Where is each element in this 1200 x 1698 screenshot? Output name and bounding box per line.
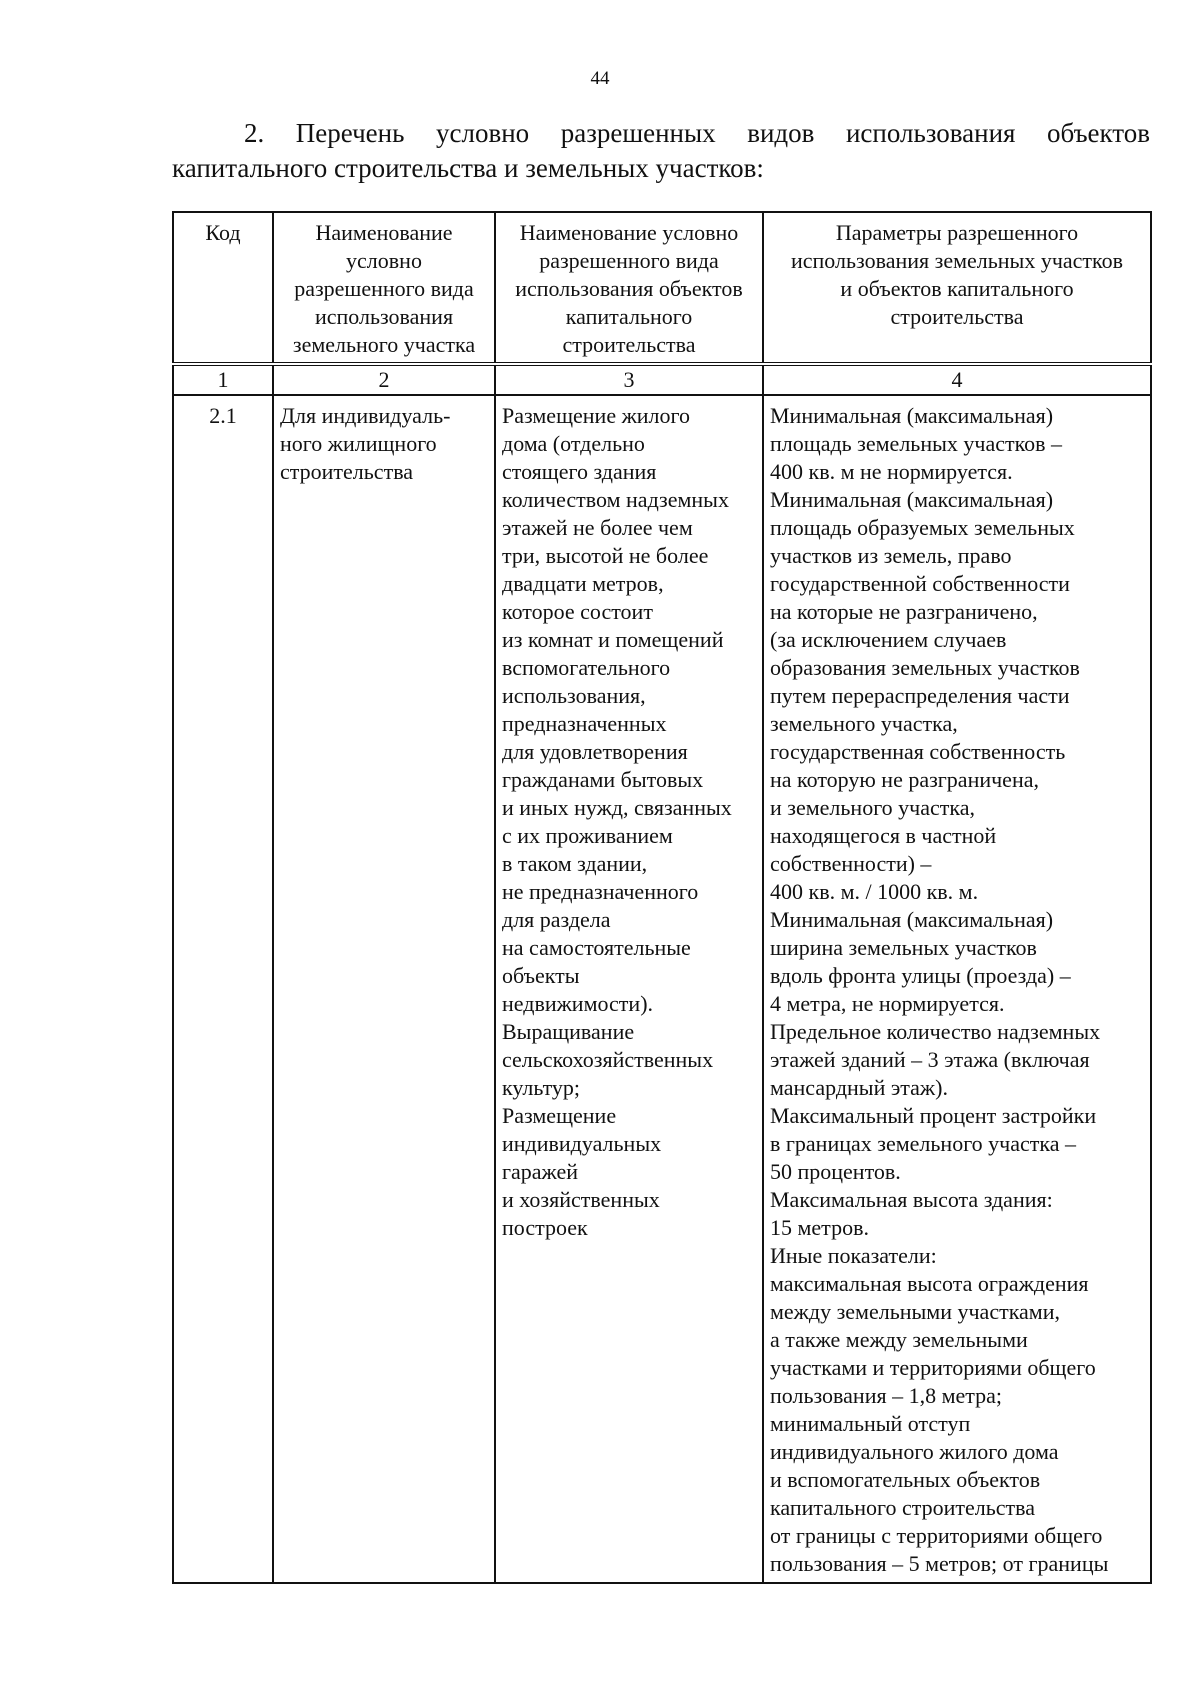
cell-text-line: площадь земельных участков –: [770, 431, 1063, 456]
cell-text-line: Параметры разрешенного: [835, 220, 1079, 245]
cell-text-line: Минимальная (максимальная): [770, 403, 1054, 428]
cell-text-line: государственной собственности: [770, 571, 1070, 596]
cell-text-line: 400 кв. м. / 1000 кв. м.: [770, 879, 979, 904]
cell-text-line: в границах земельного участка –: [770, 1131, 1076, 1156]
cell-text-line: минимальный отступ: [770, 1411, 971, 1436]
cell-text-line: участками и территориями общего: [770, 1355, 1096, 1380]
cell-construction-use: [495, 395, 763, 1583]
cell-text-line: между земельными участками,: [770, 1299, 1061, 1324]
cell-text-line: а также между земельными: [770, 1327, 1028, 1352]
cell-text-line: объекты: [502, 963, 580, 988]
cell-text-line: Наименование условно: [519, 220, 739, 245]
table-row: [173, 395, 1151, 1583]
cell-text-line: Выращивание: [502, 1019, 635, 1044]
cell-text-line: Наименование: [315, 220, 453, 245]
cell-text-line: капитального строительства: [770, 1495, 1036, 1520]
cell-text-line: Размещение: [502, 1103, 617, 1128]
cell-text-line: для раздела: [502, 907, 611, 932]
cell-text-line: ного жилищного: [280, 431, 437, 456]
cell-text-line: на которую не разграничена,: [770, 767, 1039, 792]
cell-text-line: 15 метров.: [770, 1215, 869, 1240]
cell-text-line: использования земельных участков: [791, 248, 1123, 273]
cell-text-line: использования объектов: [515, 276, 743, 301]
cell-text-line: недвижимости).: [502, 991, 654, 1016]
header-land-use: [273, 212, 495, 364]
cell-text-line: капитального: [565, 304, 693, 329]
header-parameters: [763, 212, 1151, 364]
cell-text-line: дома (отдельно: [502, 431, 645, 456]
heading-line-1: 2. Перечень условно разрешенных видов использования объектов: [244, 118, 1150, 148]
cell-text-line: и объектов капитального: [840, 276, 1074, 301]
cell-text-line: Максимальная высота здания:: [770, 1187, 1053, 1212]
cell-text-line: ширина земельных участков: [770, 935, 1037, 960]
cell-text-line: 400 кв. м не нормируется.: [770, 459, 1013, 484]
cell-text-line: в таком здании,: [502, 851, 648, 876]
cell-text-line: и хозяйственных: [502, 1187, 660, 1212]
cell-text-line: Минимальная (максимальная): [770, 487, 1054, 512]
cell-text-line: разрешенного вида: [294, 276, 474, 301]
cell-text-line: Код: [205, 220, 241, 245]
cell-text-line: от границы с территориями общего: [770, 1523, 1103, 1548]
section-heading: [172, 116, 1150, 186]
table-header-row: [173, 212, 1151, 364]
cell-text-line: на самостоятельные: [502, 935, 691, 960]
cell-text-line: гражданами бытовых: [502, 767, 704, 792]
cell-text-line: с их проживанием: [502, 823, 673, 848]
cell-text-line: этажей зданий – 3 этажа (включая: [770, 1047, 1090, 1072]
cell-text-line: построек: [502, 1215, 588, 1240]
cell-text-line: пользования – 5 метров; от границы: [770, 1551, 1109, 1576]
cell-text-line: которое состоит: [502, 599, 653, 624]
cell-text-line: количеством надземных: [502, 487, 729, 512]
cell-text-line: вдоль фронта улицы (проезда) –: [770, 963, 1071, 988]
cell-text-line: вспомогательного: [502, 655, 671, 680]
cell-text-line: государственная собственность: [770, 739, 1066, 764]
cell-text-line: земельного участка,: [770, 711, 958, 736]
cell-text-line: 50 процентов.: [770, 1159, 901, 1184]
cell-text-line: этажей не более чем: [502, 515, 693, 540]
cell-text-line: не предназначенного: [502, 879, 699, 904]
cell-text-line: условно: [346, 248, 422, 273]
column-number: 1: [173, 364, 273, 395]
cell-text-line: площадь образуемых земельных: [770, 515, 1075, 540]
cell-text-line: и иных нужд, связанных: [502, 795, 732, 820]
cell-text-line: и земельного участка,: [770, 795, 976, 820]
cell-text-line: разрешенного вида: [539, 248, 719, 273]
cell-text-line: для удовлетворения: [502, 739, 688, 764]
cell-text-line: предназначенных: [502, 711, 667, 736]
column-number: 3: [495, 364, 763, 395]
cell-land-use: [273, 395, 495, 1583]
cell-text-line: мансардный этаж).: [770, 1075, 948, 1100]
cell-text-line: собственности) –: [770, 851, 932, 876]
cell-text-line: Иные показатели:: [770, 1243, 937, 1268]
cell-text-line: гаражей: [502, 1159, 579, 1184]
cell-text-line: Минимальная (максимальная): [770, 907, 1054, 932]
cell-text-line: Размещение жилого: [502, 403, 691, 428]
cell-text-line: на которые не разграничено,: [770, 599, 1038, 624]
cell-text-line: и вспомогательных объектов: [770, 1467, 1041, 1492]
cell-text-line: три, высотой не более: [502, 543, 709, 568]
cell-code: 2.1: [173, 395, 273, 1583]
cell-text-line: строительства: [280, 459, 414, 484]
cell-text-line: строительства: [562, 332, 696, 357]
cell-text-line: земельного участка: [292, 332, 476, 357]
permitted-uses-table: [172, 211, 1152, 1584]
cell-text-line: максимальная высота ограждения: [770, 1271, 1089, 1296]
cell-text-line: индивидуального жилого дома: [770, 1439, 1059, 1464]
cell-text-line: образования земельных участков: [770, 655, 1080, 680]
cell-text-line: индивидуальных: [502, 1131, 662, 1156]
column-number-row: [173, 364, 1151, 395]
cell-text-line: использования: [314, 304, 454, 329]
cell-text-line: Максимальный процент застройки: [770, 1103, 1097, 1128]
cell-text-line: культур;: [502, 1075, 581, 1100]
cell-text-line: стоящего здания: [502, 459, 657, 484]
cell-text-line: сельскохозяйственных: [502, 1047, 714, 1072]
heading-line-2: капитального строительства и земельных участков:: [172, 153, 764, 183]
cell-text-line: пользования – 1,8 метра;: [770, 1383, 1003, 1408]
cell-text-line: (за исключением случаев: [770, 627, 1007, 652]
column-number: 2: [273, 364, 495, 395]
cell-text-line: 4 метра, не нормируется.: [770, 991, 1005, 1016]
cell-text-line: использования,: [502, 683, 646, 708]
header-construction-use: [495, 212, 763, 364]
cell-text-line: двадцати метров,: [502, 571, 664, 596]
cell-text-line: находящегося в частной: [770, 823, 997, 848]
cell-text-line: путем перераспределения части: [770, 683, 1070, 708]
column-number: 4: [763, 364, 1151, 395]
page-number: 44: [590, 68, 610, 89]
cell-text-line: Для индивидуаль-: [280, 403, 451, 428]
cell-text-line: Предельное количество надземных: [770, 1019, 1101, 1044]
cell-text-line: участков из земель, право: [770, 543, 1012, 568]
header-code: [173, 212, 273, 364]
cell-parameters: [763, 395, 1151, 1583]
cell-text-line: из комнат и помещений: [502, 627, 724, 652]
cell-text-line: строительства: [890, 304, 1024, 329]
